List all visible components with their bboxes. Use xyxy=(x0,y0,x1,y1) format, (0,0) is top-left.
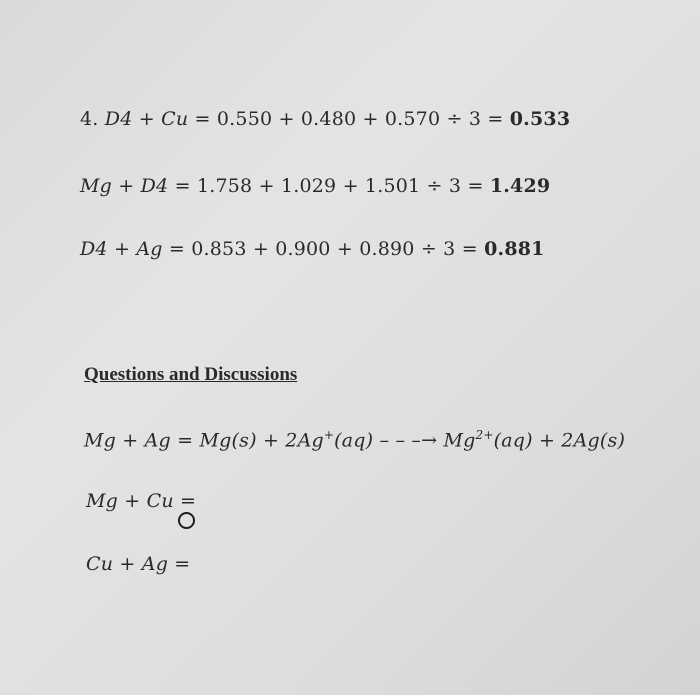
reaction-mg-ag xyxy=(84,428,625,451)
question-equals: = xyxy=(168,553,191,575)
equation-number: 4. xyxy=(80,108,99,130)
reaction-part3: Mg xyxy=(443,429,476,452)
reaction-charge-ag: + xyxy=(323,428,335,442)
question-lhs: Mg + Cu xyxy=(86,490,174,512)
question-mg-cu xyxy=(86,490,196,512)
equation-mg-d4 xyxy=(80,175,550,197)
equation-rhs: = 0.550 + 0.480 + 0.570 ÷ 3 = xyxy=(188,108,510,130)
question-equals: = xyxy=(173,490,197,512)
reaction-equals: = xyxy=(170,429,200,452)
reaction-lhs: Mg + Ag xyxy=(84,429,171,452)
equation-result: 1.429 xyxy=(489,175,551,197)
question-lhs: Cu + Ag xyxy=(86,553,169,575)
equation-d4-cu xyxy=(80,108,570,130)
equation-lhs: D4 + Cu xyxy=(104,108,189,130)
equation-result: 0.533 xyxy=(509,108,571,130)
equation-lhs: D4 + Ag xyxy=(80,238,163,260)
equation-rhs: = 0.853 + 0.900 + 0.890 ÷ 3 = xyxy=(162,238,485,260)
equation-result: 0.881 xyxy=(484,238,545,260)
question-cu-ag xyxy=(86,553,190,575)
reaction-arrow: – – –→ xyxy=(379,429,444,452)
equation-rhs: = 1.758 + 1.029 + 1.501 ÷ 3 = xyxy=(168,175,490,197)
circle-mark-icon xyxy=(178,512,195,529)
equation-d4-ag xyxy=(80,238,545,260)
equation-lhs: Mg + D4 xyxy=(80,175,169,197)
reaction-charge-mg: 2+ xyxy=(475,428,494,442)
reaction-part4: (aq) + 2Ag(s) xyxy=(493,429,626,452)
section-heading: Questions and Discussions xyxy=(84,364,298,385)
reaction-part1: Mg(s) + 2Ag xyxy=(199,429,324,452)
reaction-part2: (aq) xyxy=(334,429,380,452)
